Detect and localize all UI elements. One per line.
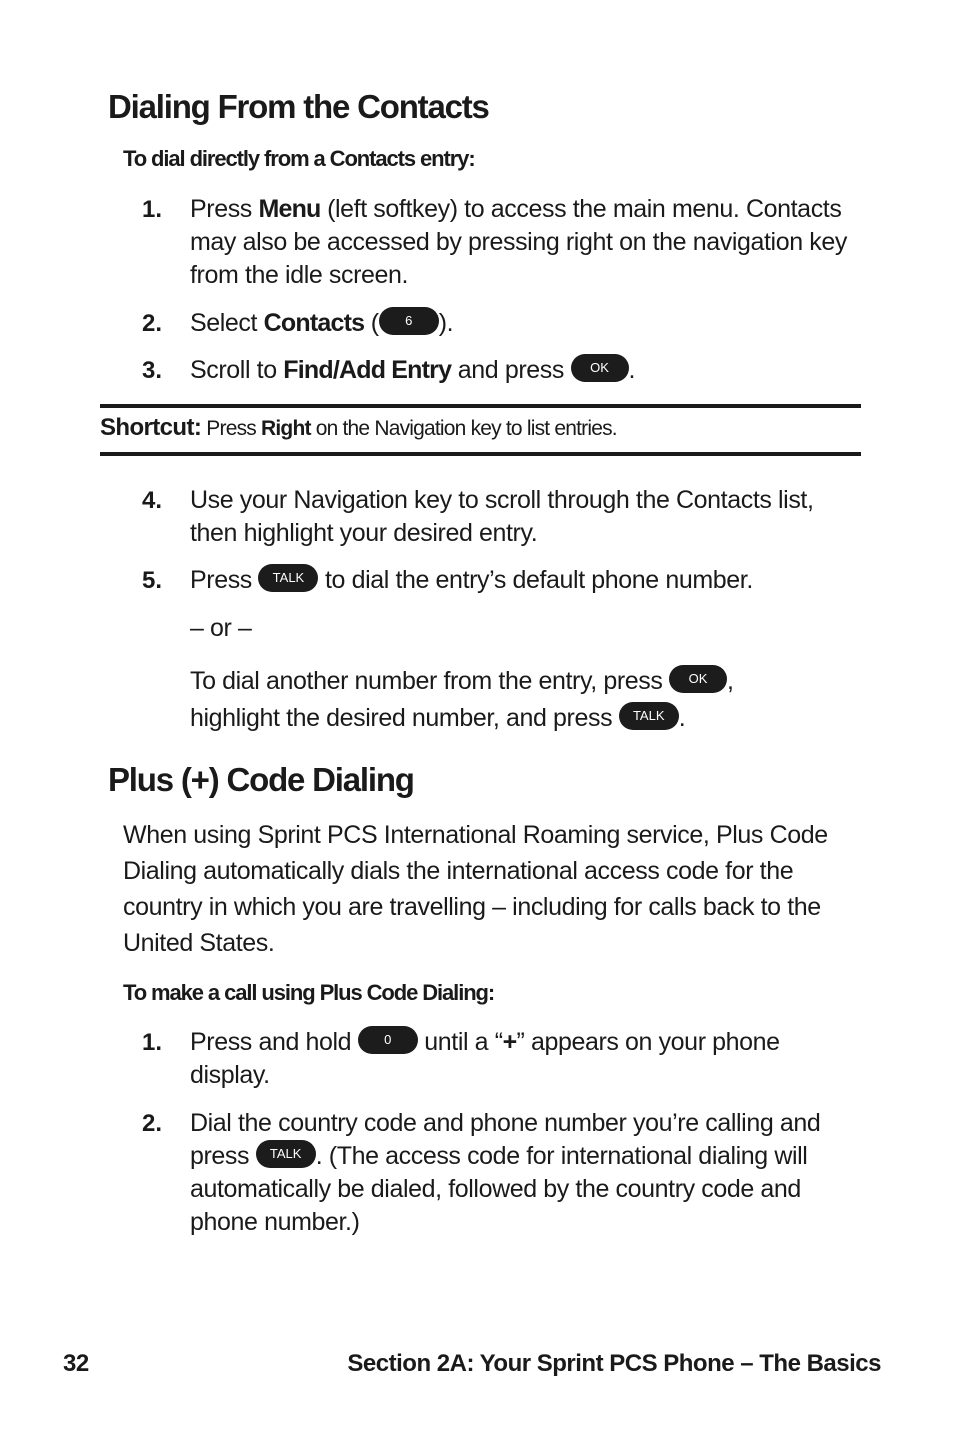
or-separator: – or –: [190, 614, 252, 642]
talk-key-icon: TALK: [258, 564, 318, 592]
shortcut-label: Shortcut:: [100, 414, 202, 441]
step-number: 5.: [142, 567, 163, 594]
ok-key-icon: OK: [571, 354, 629, 382]
ok-key-icon: OK: [669, 665, 727, 693]
step-text: Select Contacts ( 6 ).: [190, 309, 454, 337]
shortcut-top-rule: [100, 404, 861, 408]
plus-code-description: When using Sprint PCS International Roaming service, Plus Code Dialing automatically dials the international access code for the country in which you are travelling – including for calls back to the United States.: [123, 821, 828, 957]
step-number: 4.: [142, 487, 163, 514]
step-5-alternative: To dial another number from the entry, press OK , highlight the desired number, and press TALK .: [190, 667, 734, 732]
shortcut-bottom-rule: [100, 452, 861, 456]
step-text: Scroll to Find/Add Entry and press OK .: [190, 356, 636, 384]
key-0-icon: 0: [358, 1026, 418, 1054]
page-number: 32: [63, 1350, 89, 1377]
talk-key-icon: TALK: [619, 702, 679, 730]
section-title-plus-code: Plus (+) Code Dialing: [108, 761, 414, 798]
subheading-dial-contacts: To dial directly from a Contacts entry:: [123, 146, 475, 171]
step-text: Press and hold 0 until a “+” appears on your phone display.: [190, 1028, 780, 1089]
shortcut-note: Shortcut: Press Right on the Navigation key to list entries.: [100, 414, 617, 441]
step-number: 2.: [142, 1110, 163, 1137]
talk-key-icon: TALK: [256, 1140, 316, 1168]
section-title-dialing-contacts: Dialing From the Contacts: [108, 88, 489, 125]
step-number: 2.: [142, 310, 163, 337]
step-number: 1.: [142, 196, 163, 223]
key-6-icon: 6: [379, 307, 439, 335]
step-text: Use your Navigation key to scroll through the Contacts list, then highlight your desired entry.: [190, 486, 814, 547]
subheading-plus-code: To make a call using Plus Code Dialing:: [123, 980, 495, 1005]
step-text: Press Menu (left softkey) to access the main menu. Contacts may also be accessed by pressing right on the navigation key from the idle screen.: [190, 195, 847, 289]
step-text: Press TALK to dial the entry’s default phone number.: [190, 566, 753, 594]
contacts-label: Contacts: [263, 309, 365, 337]
footer-section-title: Section 2A: Your Sprint PCS Phone – The Basics: [347, 1350, 881, 1377]
find-add-entry-label: Find/Add Entry: [283, 356, 452, 384]
plus-symbol: +: [502, 1028, 517, 1056]
step-number: 3.: [142, 357, 163, 384]
menu-key-label: Menu: [258, 195, 321, 223]
step-text: Dial the country code and phone number you’re calling and press TALK . (The access code for international dialing will automatically be dialed, followed by the country code and phone number.): [190, 1109, 821, 1236]
step-number: 1.: [142, 1029, 163, 1056]
